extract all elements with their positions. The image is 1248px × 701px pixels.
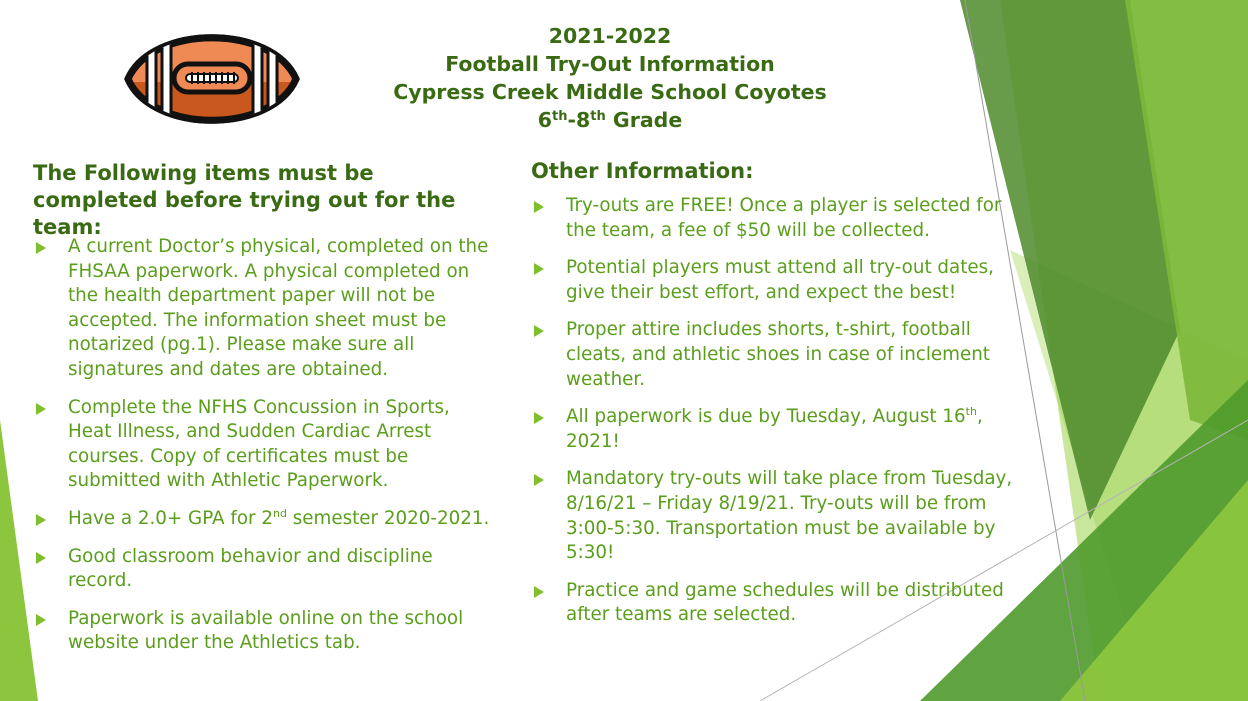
list-item-text: Try-outs are FREE! Once a player is selected for the team, a fee of $50 will be collected. bbox=[566, 195, 1002, 241]
triangle-bullet-icon bbox=[36, 242, 46, 254]
right-heading bbox=[531, 158, 931, 185]
triangle-bullet-icon bbox=[534, 412, 544, 424]
triangle-bullet-icon bbox=[36, 514, 46, 526]
triangle-bullet-icon bbox=[36, 403, 46, 415]
list-item bbox=[531, 256, 1021, 305]
triangle-bullet-icon bbox=[534, 325, 544, 337]
triangle-bullet-icon bbox=[534, 586, 544, 598]
title-grade bbox=[380, 106, 840, 134]
list-item bbox=[531, 579, 1021, 628]
other-info-list bbox=[531, 194, 1021, 641]
right-heading-text: Other Information: bbox=[531, 159, 754, 183]
list-item-text-end: , 2021! bbox=[566, 406, 983, 452]
list-item-text: All paperwork is due by Tuesday, August 16 bbox=[566, 406, 966, 428]
list-item-text: Good classroom behavior and discipline record. bbox=[68, 545, 433, 592]
list-item bbox=[33, 545, 493, 594]
triangle-bullet-icon bbox=[36, 552, 46, 564]
left-heading: The Following items must be completed before trying out for the team: bbox=[33, 161, 456, 239]
list-item-text: A current Doctor’s physical, completed on the FHSAA paperwork. A physical completed on the health department paper will not be accepted. The information sheet must be notarized (pg.1). Please make sure all signatures and dates are obtained. bbox=[68, 236, 489, 380]
list-item-sup: nd bbox=[272, 506, 287, 520]
list-item-text-end: semester 2020-2021. bbox=[286, 507, 490, 529]
grade-start: 6 bbox=[537, 108, 552, 132]
list-item bbox=[531, 467, 1021, 565]
list-item bbox=[33, 235, 493, 383]
list-item bbox=[531, 194, 1021, 243]
list-item-text: Practice and game schedules will be distributed after teams are selected. bbox=[566, 579, 1004, 626]
list-item-text: Potential players must attend all try-out dates, give their best effort, and expect the best! bbox=[566, 257, 994, 303]
page-title bbox=[380, 22, 840, 134]
list-item bbox=[33, 396, 493, 494]
triangle-bullet-icon bbox=[36, 614, 46, 626]
triangle-bullet-icon bbox=[534, 474, 544, 486]
grade-dash: -8 bbox=[567, 108, 591, 132]
triangle-bullet-icon bbox=[534, 201, 544, 213]
title-school: Cypress Creek Middle School Coyotes bbox=[393, 80, 827, 104]
triangle-bullet-icon bbox=[534, 263, 544, 275]
list-item-text: Have a 2.0+ GPA for 2 bbox=[68, 507, 273, 529]
list-item bbox=[33, 507, 493, 532]
list-item bbox=[531, 318, 1021, 392]
list-item-sup: th bbox=[965, 405, 977, 419]
grade-start-sup: th bbox=[552, 109, 568, 124]
list-item-text: Proper attire includes shorts, t-shirt, football cleats, and athletic shoes in case of inclement weather. bbox=[566, 319, 990, 390]
list-item-text: Paperwork is available online on the school website under the Athletics tab. bbox=[68, 607, 464, 654]
list-item bbox=[531, 405, 1021, 454]
football-icon bbox=[122, 20, 302, 138]
title-main: Football Try-Out Information bbox=[445, 52, 775, 76]
grade-end-sup: th bbox=[590, 109, 606, 124]
list-item-text: Complete the NFHS Concussion in Sports, Heat Illness, and Sudden Cardiac Arrest courses. Copy of certificates must be submitted with Athletic Paperwork. bbox=[68, 396, 450, 492]
list-item bbox=[33, 607, 493, 656]
title-year: 2021-2022 bbox=[548, 24, 672, 48]
requirements-list bbox=[33, 235, 493, 669]
list-item-text: Mandatory try-outs will take place from Tuesday, 8/16/21 – Friday 8/19/21. Try-outs will be from 3:00-5:30. Transportation must be available by 5:30! bbox=[566, 468, 1013, 564]
grade-word: Grade bbox=[605, 108, 683, 132]
